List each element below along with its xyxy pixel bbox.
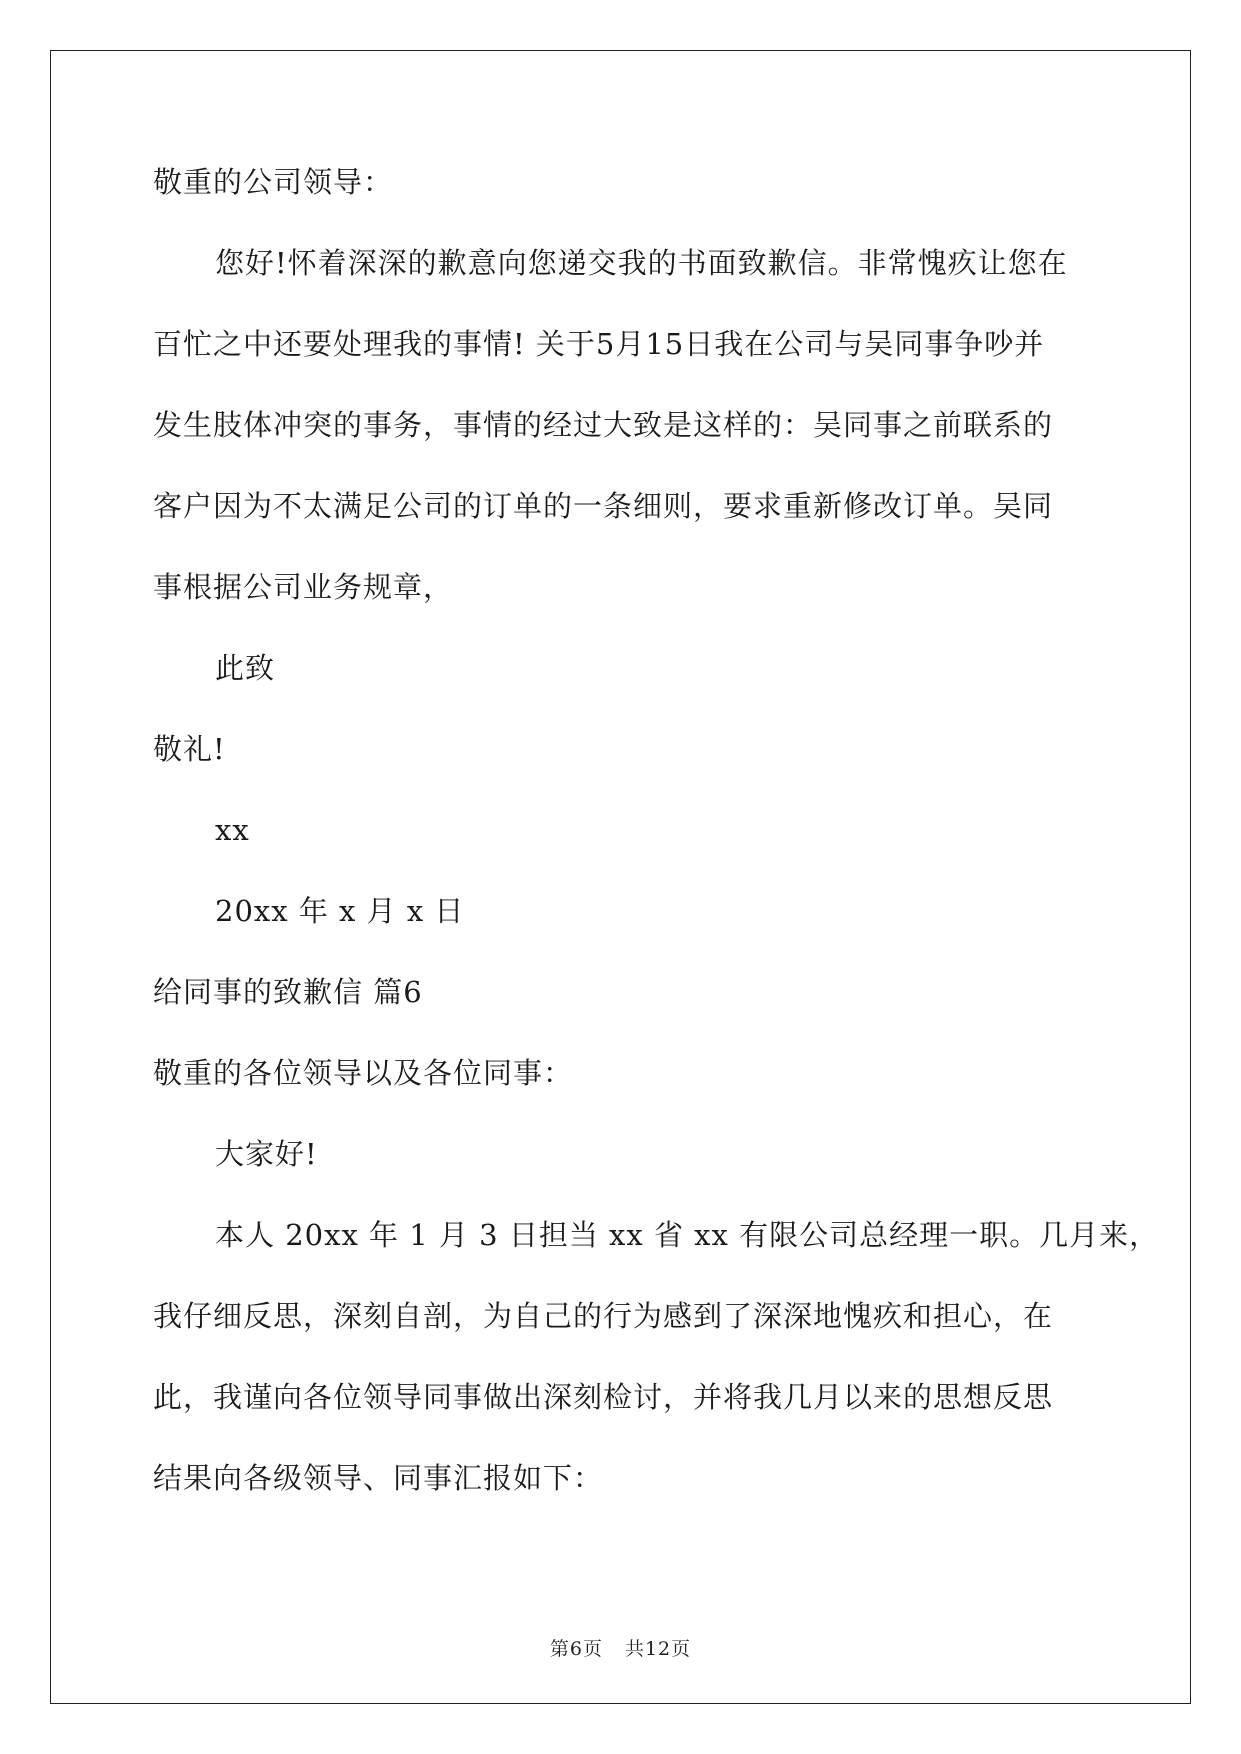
paragraph-line: 事根据公司业务规章， [153,570,454,604]
signature-date: 20xx 年 x 月 x 日 [215,894,465,928]
page-number: 第6页 [549,1638,603,1660]
paragraph-line: 结果向各级领导、同事汇报如下： [153,1461,604,1495]
salutation-line: 敬重的公司领导： [153,165,394,199]
paragraph-line: 客户因为不太满足公司的订单的一条细则，要求重新修改订单。吴同 [153,489,1054,523]
section-heading: 给同事的致歉信 篇6 [153,975,423,1009]
page-footer [0,1634,1241,1661]
closing-line: 敬礼! [153,732,226,766]
paragraph-line: 本人 20xx 年 1 月 3 日担当 xx 省 xx 有限公司总经理一职。几月来， [215,1218,1160,1252]
page-total: 共12页 [624,1638,692,1660]
paragraph-line: 百忙之中还要处理我的事情! 关于5月15日我在公司与吴同事争吵并 [153,327,1045,361]
paragraph-line: 此，我谨向各位领导同事做出深刻检讨，并将我几月以来的思想反思 [153,1380,1054,1414]
paragraph-line: 您好!怀着深深的歉意向您递交我的书面致歉信。非常愧疚让您在 [215,246,1068,280]
paragraph-line: 我仔细反思，深刻自剖，为自己的行为感到了深深地愧疚和担心，在 [153,1299,1054,1333]
closing-line: 此致 [215,651,276,685]
salutation-line: 敬重的各位领导以及各位同事： [153,1056,574,1090]
letter-body [153,165,1160,1545]
paragraph-line: 发生肢体冲突的事务，事情的经过大致是这样的：吴同事之前联系的 [153,408,1054,442]
greeting-line: 大家好! [215,1137,318,1171]
signature-name: xx [215,813,250,847]
